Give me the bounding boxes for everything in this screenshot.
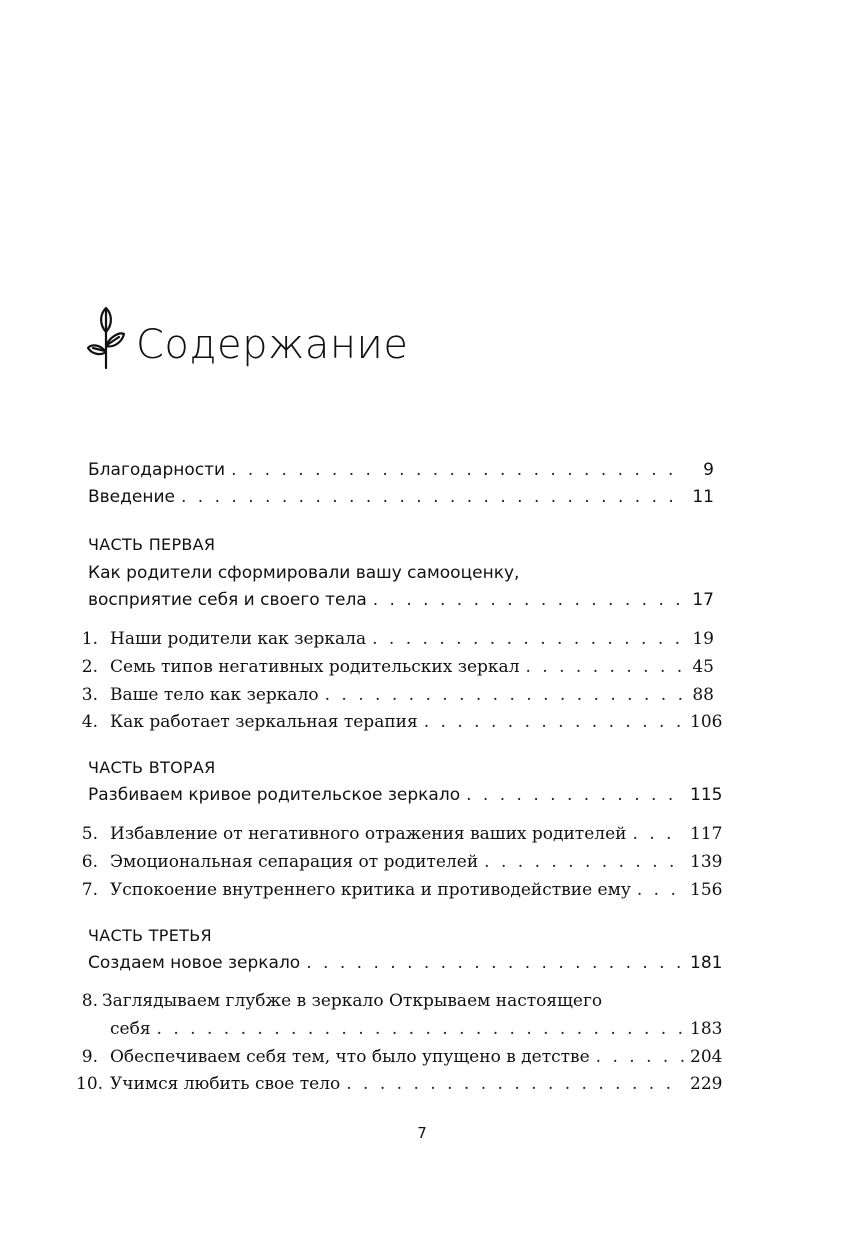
toc-entry-label: Создаем новое зеркало [88, 953, 301, 973]
toc-entry-label: Разбиваем кривое родительское зеркало [88, 785, 461, 805]
toc-entry-label: Учимся любить свое тело [110, 1074, 341, 1094]
toc-entry-chapter-1[interactable] [81, 629, 714, 655]
toc-entry-label: Заглядываем глубже в зеркало Открываем настоящего [102, 991, 603, 1011]
dot-leader [632, 824, 684, 844]
toc-entry-page: 17 [692, 590, 714, 610]
dot-leader [306, 953, 684, 973]
chapter-number: 10. [76, 1074, 104, 1094]
toc-entry-page: 229 [690, 1074, 723, 1094]
toc-entry-label: Ваше тело как зеркало [110, 685, 319, 705]
toc-entry-page: 11 [692, 487, 714, 507]
toc-entry-part-3[interactable] [88, 953, 723, 979]
toc-entry-page: 156 [690, 880, 723, 900]
chapter-number: 5. [81, 824, 98, 844]
toc-entry-chapter-7[interactable] [81, 880, 723, 906]
page-title: Содержание [136, 322, 409, 368]
dot-leader [466, 785, 684, 805]
toc-entry-page: 45 [692, 657, 714, 677]
toc-entry-chapter-8[interactable] [88, 1019, 723, 1045]
dot-leader [526, 657, 685, 677]
toc-entry-label: Обеспечиваем себя тем, что было упущено в детстве [110, 1047, 590, 1067]
dot-leader [372, 629, 684, 649]
toc-entry-label: себя [110, 1019, 151, 1039]
toc-entry-part-2[interactable] [88, 785, 723, 811]
toc-entry-page: 9 [703, 460, 714, 480]
toc-entry-label: Введение [88, 487, 175, 507]
dot-leader [424, 712, 684, 732]
dot-leader [373, 590, 684, 610]
toc-entry-chapter-5[interactable] [81, 824, 723, 850]
toc-entry-chapter-8-line-1[interactable] [76, 991, 602, 1011]
chapter-number: 8. [81, 991, 98, 1011]
toc-entry-part-1[interactable] [88, 590, 714, 616]
dot-leader [181, 487, 684, 507]
chapter-number: 9. [81, 1047, 98, 1067]
toc-entry-acknowledgements[interactable] [88, 460, 714, 486]
toc-entry-page: 115 [690, 785, 723, 805]
toc-entry-chapter-4[interactable] [81, 712, 723, 738]
leaf-sprout-icon [86, 302, 126, 372]
chapter-number: 1. [81, 629, 98, 649]
part-label: ЧАСТЬ ТРЕТЬЯ [88, 926, 212, 945]
chapter-number: 7. [81, 880, 98, 900]
dot-leader [346, 1074, 684, 1094]
toc-entry-chapter-2[interactable] [81, 657, 714, 683]
toc-entry-chapter-3[interactable] [81, 685, 714, 711]
chapter-number: 6. [81, 852, 98, 872]
dot-leader [484, 852, 684, 872]
chapter-number: 2. [81, 657, 98, 677]
toc-entry-page: 139 [690, 852, 723, 872]
part-label: ЧАСТЬ ВТОРАЯ [88, 758, 216, 777]
toc-entry-page: 117 [690, 824, 723, 844]
dot-leader [325, 685, 684, 705]
toc-entry-label: Наши родители как зеркала [110, 629, 367, 649]
part-title-line[interactable]: Как родители сформировали вашу самооценку, [88, 563, 520, 583]
page-number: 7 [417, 1124, 427, 1142]
toc-entry-page: 19 [692, 629, 714, 649]
toc-entry-page: 88 [692, 685, 714, 705]
toc-entry-label: Успокоение внутреннего критика и противодействие ему [110, 880, 631, 900]
dot-leader [637, 880, 684, 900]
toc-entry-label: Эмоциональная сепарация от родителей [110, 852, 479, 872]
chapter-number: 3. [81, 685, 98, 705]
toc-entry-introduction[interactable] [88, 487, 714, 513]
toc-entry-chapter-10[interactable] [76, 1074, 723, 1100]
toc-entry-page: 204 [690, 1047, 723, 1067]
toc-entry-label: восприятие себя и своего тела [88, 590, 367, 610]
chapter-number: 4. [81, 712, 98, 732]
toc-entry-page: 106 [690, 712, 723, 732]
toc-entry-label: Избавление от негативного отражения ваших родителей [110, 824, 627, 844]
toc-entry-chapter-6[interactable] [81, 852, 723, 878]
dot-leader [596, 1047, 684, 1067]
dot-leader [231, 460, 684, 480]
part-label: ЧАСТЬ ПЕРВАЯ [88, 535, 216, 554]
toc-entry-page: 183 [690, 1019, 723, 1039]
toc-entry-chapter-9[interactable] [81, 1047, 723, 1073]
toc-entry-label: Как работает зеркальная терапия [110, 712, 418, 732]
toc-entry-page: 181 [690, 953, 723, 973]
dot-leader [157, 1019, 684, 1039]
toc-entry-label: Благодарности [88, 460, 226, 480]
toc-entry-label: Семь типов негативных родительских зеркал [110, 657, 520, 677]
